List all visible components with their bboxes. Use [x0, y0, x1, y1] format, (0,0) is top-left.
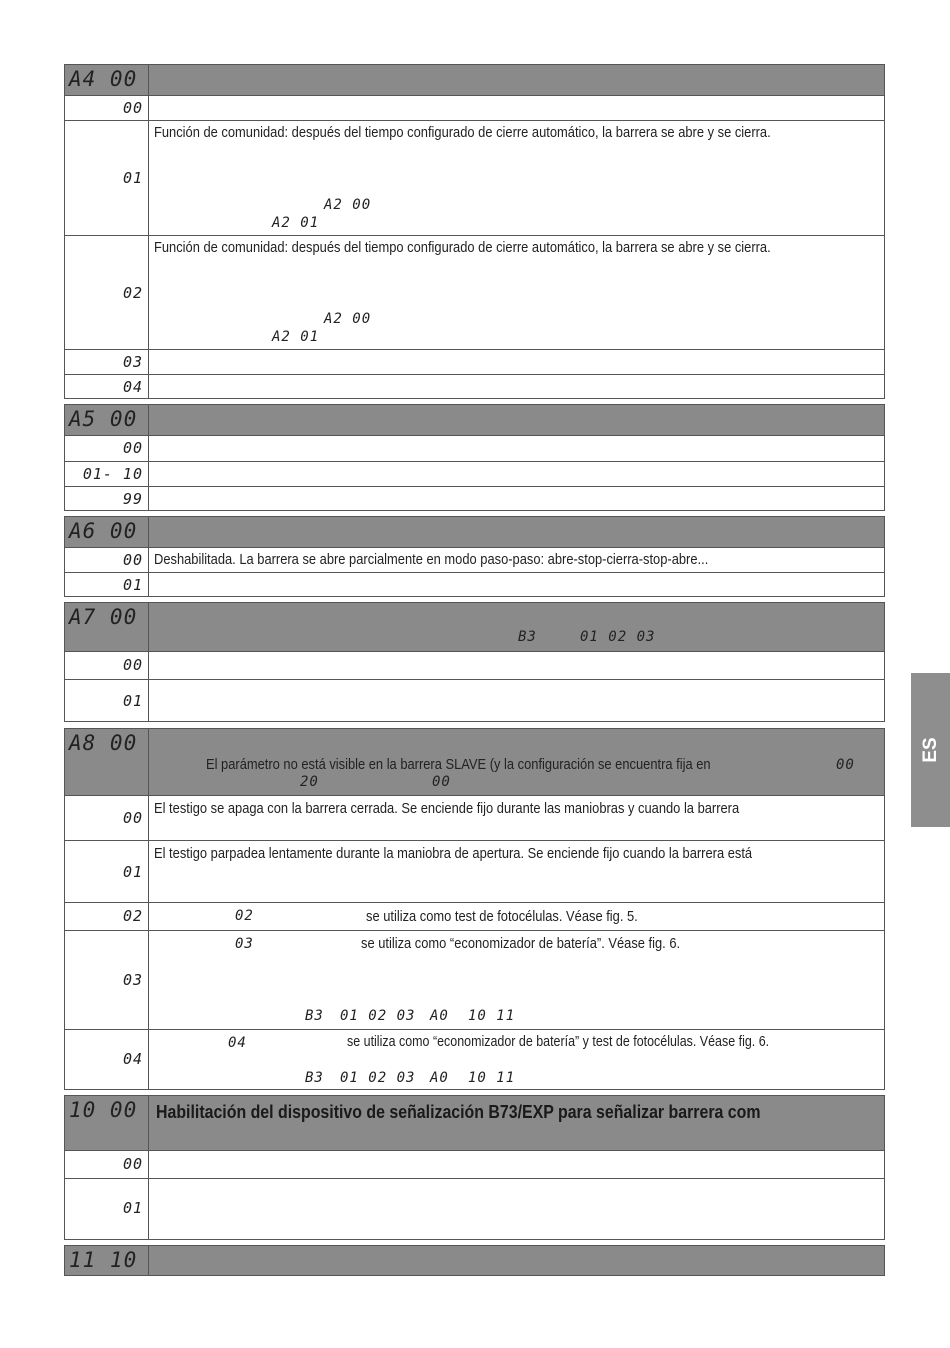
param-title: Habilitación del dispositivo de señalización B73/EXP para señalizar barrera com — [156, 1101, 761, 1122]
option-code: 00 — [122, 439, 143, 457]
display-value: 03 — [235, 936, 254, 952]
option-row-00 — [65, 435, 884, 461]
option-description — [150, 350, 884, 374]
language-tab-label: ES — [919, 737, 941, 763]
param-header-a6 — [65, 517, 884, 547]
display-value: 01 02 03 — [580, 629, 656, 645]
option-description — [150, 375, 884, 399]
option-row-01 — [65, 1178, 884, 1240]
param-code: A7 00 — [69, 605, 138, 629]
param-code: 10 00 — [69, 1098, 138, 1122]
option-code: 03 — [122, 971, 143, 989]
param-table-10 — [64, 1095, 885, 1240]
display-value: 01 02 03 — [340, 1070, 416, 1086]
display-value: A2 00 — [324, 197, 372, 213]
option-text: se utiliza como “economizador de batería” y test de fotocélulas. Véase fig. 6. — [347, 1034, 770, 1050]
option-code: 01 — [122, 863, 143, 881]
option-text: Función de comunidad: después del tiempo configurado de cierre automático, la barrera se abre y se cierra. — [154, 124, 771, 141]
option-row-02 — [65, 235, 884, 349]
option-row-00 — [65, 95, 884, 120]
param-header-a5 — [65, 405, 884, 435]
option-row-02 — [65, 902, 884, 930]
param-code: 11 10 — [69, 1248, 138, 1272]
option-text: El testigo parpadea lentamente durante la maniobra de apertura. Se enciende fijo cuando la barrera está — [154, 845, 753, 862]
param-description — [150, 517, 884, 547]
param-description — [150, 603, 884, 651]
option-row-00 — [65, 651, 884, 679]
option-text: Función de comunidad: después del tiempo configurado de cierre automático, la barrera se abre y se cierra. — [154, 239, 771, 256]
option-text: Deshabilitada. La barrera se abre parcialmente en modo paso-paso: abre-stop-cierra-stop-abre... — [154, 551, 709, 568]
param-table-11 — [64, 1245, 885, 1276]
option-code: 00 — [122, 809, 143, 827]
option-row-01 — [65, 840, 884, 902]
option-code: 04 — [122, 378, 143, 396]
param-table-a7 — [64, 602, 885, 722]
option-code: 01 — [122, 1199, 143, 1217]
param-code: A6 00 — [69, 519, 138, 543]
display-value: 01 02 03 — [340, 1008, 416, 1024]
option-description — [150, 96, 884, 120]
option-row-01-10 — [65, 461, 884, 486]
option-row-04 — [65, 374, 884, 399]
display-value: 00 — [836, 757, 855, 773]
display-value: 04 — [228, 1035, 247, 1051]
display-value: A2 00 — [324, 311, 372, 327]
param-table-a5 — [64, 404, 885, 511]
option-code: 99 — [122, 490, 143, 508]
option-code: 00 — [122, 1155, 143, 1173]
option-row-01 — [65, 679, 884, 722]
display-value: B3 — [305, 1008, 324, 1024]
option-description — [150, 236, 884, 349]
display-value: 10 11 — [468, 1070, 516, 1086]
display-value: B3 — [518, 629, 537, 645]
option-code: 02 — [122, 284, 143, 302]
option-text: El testigo se apaga con la barrera cerrada. Se enciende fijo durante las maniobras y cuando la barrera — [154, 800, 740, 817]
param-description — [150, 65, 884, 95]
param-header-a4 — [65, 65, 884, 95]
display-value: 00 — [432, 774, 451, 790]
param-description — [150, 405, 884, 435]
option-description — [150, 121, 884, 235]
param-code-cell — [65, 65, 149, 95]
display-value: B3 — [305, 1070, 324, 1086]
option-code: 02 — [122, 907, 143, 925]
param-table-a8 — [64, 728, 885, 1090]
param-table-a4 — [64, 64, 885, 399]
display-value: 20 — [300, 774, 319, 790]
display-value: 02 — [235, 908, 254, 924]
option-row-03 — [65, 349, 884, 374]
option-row-04 — [65, 1029, 884, 1090]
option-code: 04 — [122, 1050, 143, 1068]
option-code: 01 — [122, 576, 143, 594]
option-code: 00 — [122, 656, 143, 674]
display-value: A0 — [430, 1070, 449, 1086]
option-row-01 — [65, 120, 884, 235]
display-value: A2 01 — [272, 215, 320, 231]
param-header-10 — [65, 1096, 884, 1150]
display-value: A0 — [430, 1008, 449, 1024]
option-row-00 — [65, 795, 884, 840]
param-header-a8 — [65, 729, 884, 795]
param-code: A8 00 — [69, 731, 138, 755]
param-header-a7 — [65, 603, 884, 651]
param-description — [150, 1246, 884, 1275]
option-row-00 — [65, 1150, 884, 1178]
option-text: se utiliza como “economizador de batería”. Véase fig. 6. — [361, 935, 681, 952]
option-text: se utiliza como test de fotocélulas. Véase fig. 5. — [366, 908, 638, 925]
option-code: 00 — [122, 99, 143, 117]
param-header-11 — [65, 1246, 884, 1275]
param-table-a6 — [64, 516, 885, 597]
option-row-99 — [65, 486, 884, 511]
option-code: 01 — [122, 169, 143, 187]
display-value: A2 01 — [272, 329, 320, 345]
display-value: 10 11 — [468, 1008, 516, 1024]
option-row-03 — [65, 930, 884, 1029]
option-code: 03 — [122, 353, 143, 371]
param-code: A4 00 — [69, 67, 138, 91]
param-note: El parámetro no está visible en la barrera SLAVE (y la configuración se encuentra fija en — [206, 756, 711, 773]
param-code: A5 00 — [69, 407, 138, 431]
param-description — [150, 729, 884, 795]
language-tab — [911, 673, 950, 827]
option-row-01 — [65, 572, 884, 597]
option-row-00 — [65, 547, 884, 572]
param-description — [150, 1096, 884, 1150]
option-code: 01 — [122, 692, 143, 710]
option-code: 01- 10 — [82, 465, 143, 483]
option-code: 00 — [122, 551, 143, 569]
